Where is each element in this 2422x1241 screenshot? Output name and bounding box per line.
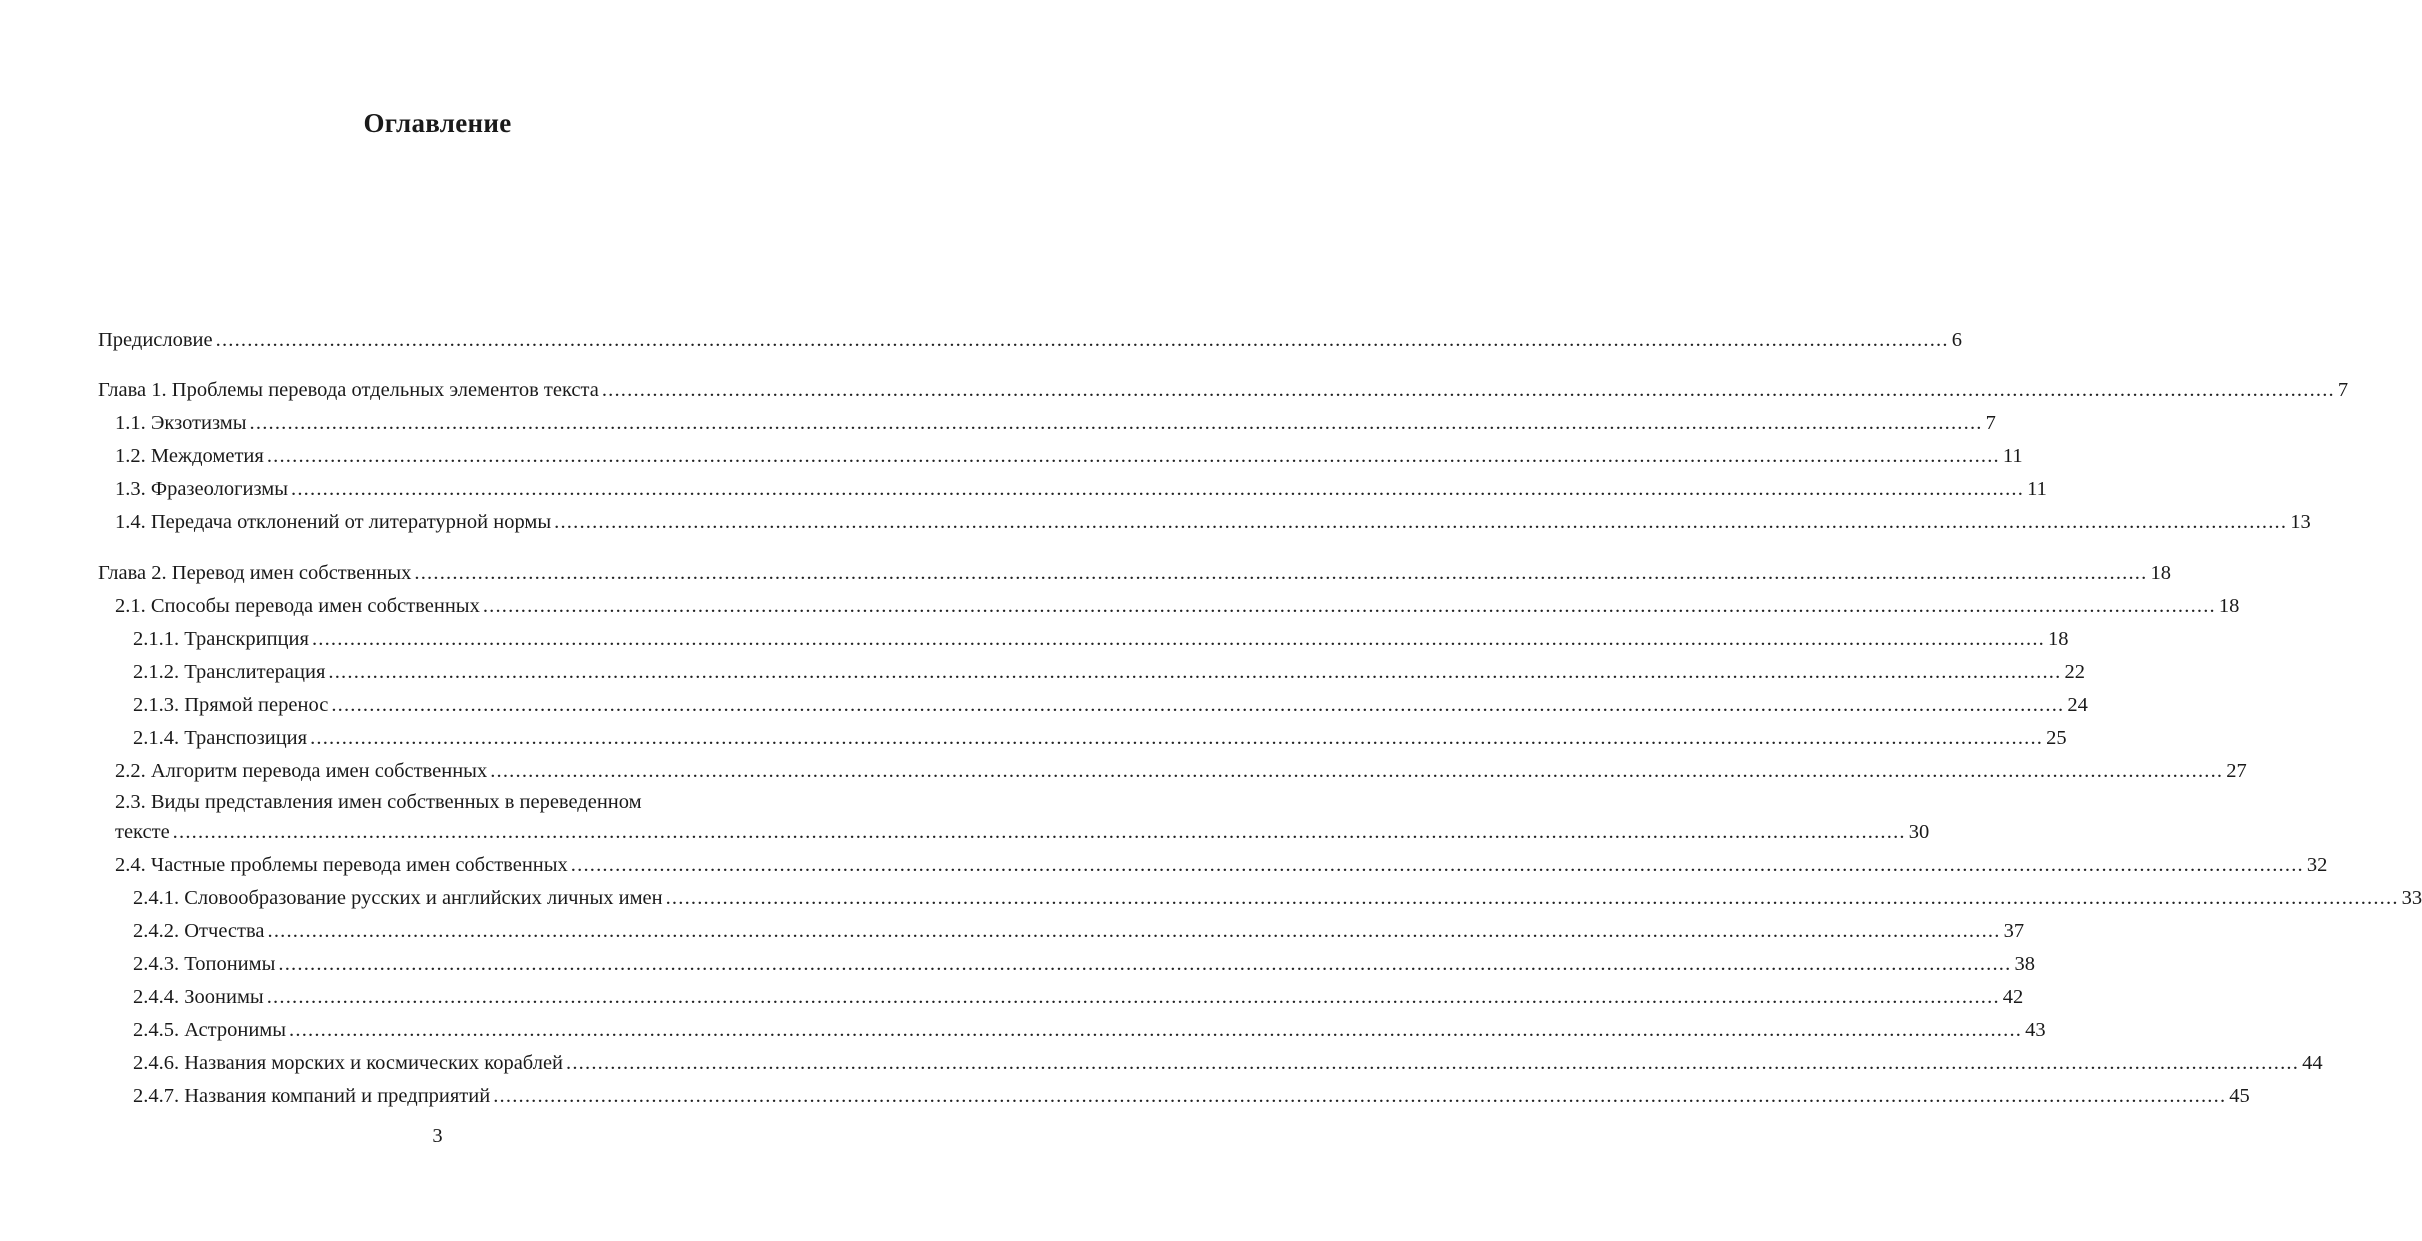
toc-entry-title: 2.4. Частные проблемы перевода имен собственных (115, 854, 568, 876)
toc-entry-title: Глава 2. Перевод имен собственных (98, 562, 412, 584)
toc-entry-1-1[interactable] (98, 404, 1996, 437)
toc-entry-title: 1.2. Междометия (115, 445, 264, 467)
dot-leader (666, 884, 2399, 912)
toc-entry-2-1-2[interactable] (98, 653, 2085, 686)
toc-entry-2-1-4[interactable] (98, 719, 2067, 752)
toc-entry-page: 24 (2067, 694, 2088, 716)
dot-leader (331, 691, 2064, 719)
toc-entry-title: Предисловие (98, 329, 213, 351)
toc-entry-page: 11 (2002, 445, 2023, 467)
dot-leader (267, 983, 2000, 1011)
dot-leader (173, 818, 1906, 846)
toc-entry-chapter-1[interactable] (98, 371, 2349, 404)
toc-entry-title: 2.1.1. Транскрипция (133, 628, 309, 650)
toc-entry-2-3[interactable] (98, 785, 1930, 846)
toc-entry-title: 2.1.3. Прямой перенос (133, 694, 329, 716)
table-of-contents (98, 321, 2422, 1110)
page-title: Оглавление (363, 108, 512, 138)
dot-leader (414, 559, 2147, 587)
dot-leader (483, 592, 2216, 620)
toc-entry-1-2[interactable] (98, 437, 2023, 470)
toc-entry-2-1-3[interactable] (98, 686, 2088, 719)
dot-leader (554, 508, 2287, 536)
toc-entry-title-line-1: 2.3. Виды представления имен собственных в переведенном (115, 791, 642, 813)
toc-entry-2-4-6[interactable] (98, 1044, 2323, 1077)
section-spacer (98, 354, 778, 371)
dot-leader (267, 442, 2000, 470)
toc-entry-page: 11 (2027, 478, 2047, 500)
toc-entry-page: 42 (2002, 986, 2024, 1008)
toc-entry-page: 32 (2306, 854, 2328, 876)
toc-entry-page: 22 (2064, 661, 2085, 683)
dot-leader (289, 1016, 2022, 1044)
toc-entry-2-4-1[interactable] (98, 879, 2422, 912)
toc-entry-page: 33 (2401, 887, 2422, 909)
toc-entry-title-line-2-row (98, 816, 1930, 846)
toc-entry-page: 38 (2014, 953, 2035, 975)
dot-leader (312, 625, 2045, 653)
toc-entry-2-4-2[interactable] (98, 912, 2025, 945)
toc-entry-page: 45 (2229, 1085, 2250, 1107)
toc-entry-page: 18 (2218, 595, 2240, 617)
toc-entry-title: 2.1. Способы перевода имен собственных (115, 595, 480, 617)
toc-entry-title: 2.4.4. Зоонимы (133, 986, 264, 1008)
toc-entry-title: 2.1.2. Транслитерация (133, 661, 326, 683)
dot-leader (490, 757, 2223, 785)
toc-entry-chapter-2[interactable] (98, 554, 2171, 587)
toc-entry-2-4[interactable] (98, 846, 2328, 879)
toc-entry-page: 7 (1985, 412, 1996, 434)
toc-entry-page: 7 (2337, 379, 2349, 401)
toc-entry-2-4-5[interactable] (98, 1011, 2046, 1044)
toc-entry-page: 27 (2226, 760, 2247, 782)
toc-entry-2-4-4[interactable] (98, 978, 2024, 1011)
toc-entry-page: 44 (2302, 1052, 2323, 1074)
dot-leader (566, 1049, 2299, 1077)
toc-entry-title: 1.4. Передача отклонений от литературной нормы (115, 511, 552, 533)
dot-leader (250, 409, 1983, 437)
toc-entry-page: 18 (2048, 628, 2069, 650)
toc-entry-preface[interactable] (98, 321, 1962, 354)
toc-entry-title: 2.4.3. Топонимы (133, 953, 276, 975)
toc-entry-page: 30 (1908, 821, 1930, 843)
section-spacer (98, 536, 778, 554)
dot-leader (291, 475, 2024, 503)
toc-entry-1-3[interactable] (98, 470, 2047, 503)
toc-entry-title: 2.2. Алгоритм перевода имен собственных (115, 760, 488, 782)
dot-leader (328, 658, 2061, 686)
toc-entry-title: 2.4.1. Словообразование русских и английских личных имен (133, 887, 663, 909)
toc-entry-page: 25 (2046, 727, 2067, 749)
toc-entry-title: 2.4.6. Названия морских и космических кораблей (133, 1052, 564, 1074)
toc-entry-2-2[interactable] (98, 752, 2247, 785)
toc-entry-title-line-2: тексте (115, 821, 170, 843)
toc-entry-title: 2.4.5. Астронимы (133, 1019, 287, 1041)
toc-entry-2-1[interactable] (98, 587, 2240, 620)
dot-leader (310, 724, 2043, 752)
toc-entry-2-4-7[interactable] (98, 1077, 2250, 1110)
toc-entry-title: 1.3. Фразеологизмы (115, 478, 289, 500)
toc-entry-2-1-1[interactable] (98, 620, 2069, 653)
dot-leader (571, 851, 2304, 879)
toc-entry-page: 37 (2003, 920, 2025, 942)
toc-entry-title: 1.1. Экзотизмы (115, 412, 247, 434)
toc-entry-page: 13 (2290, 511, 2311, 533)
dot-leader (493, 1082, 2226, 1110)
toc-entry-page: 43 (2025, 1019, 2046, 1041)
dot-leader (278, 950, 2011, 978)
dot-leader (268, 917, 2001, 945)
dot-leader (216, 326, 1949, 354)
dot-leader (602, 376, 2335, 404)
toc-entry-1-4[interactable] (98, 503, 2311, 536)
toc-entry-page: 18 (2150, 562, 2171, 584)
page-number: 3 (432, 1125, 443, 1147)
toc-entry-title: 2.1.4. Транспозиция (133, 727, 308, 749)
toc-entry-2-4-3[interactable] (98, 945, 2035, 978)
toc-entry-page: 6 (1951, 329, 1962, 351)
toc-entry-title: 2.4.7. Названия компаний и предприятий (133, 1085, 491, 1107)
toc-entry-title: 2.4.2. Отчества (133, 920, 265, 942)
toc-entry-title: Глава 1. Проблемы перевода отдельных элементов текста (98, 379, 599, 401)
